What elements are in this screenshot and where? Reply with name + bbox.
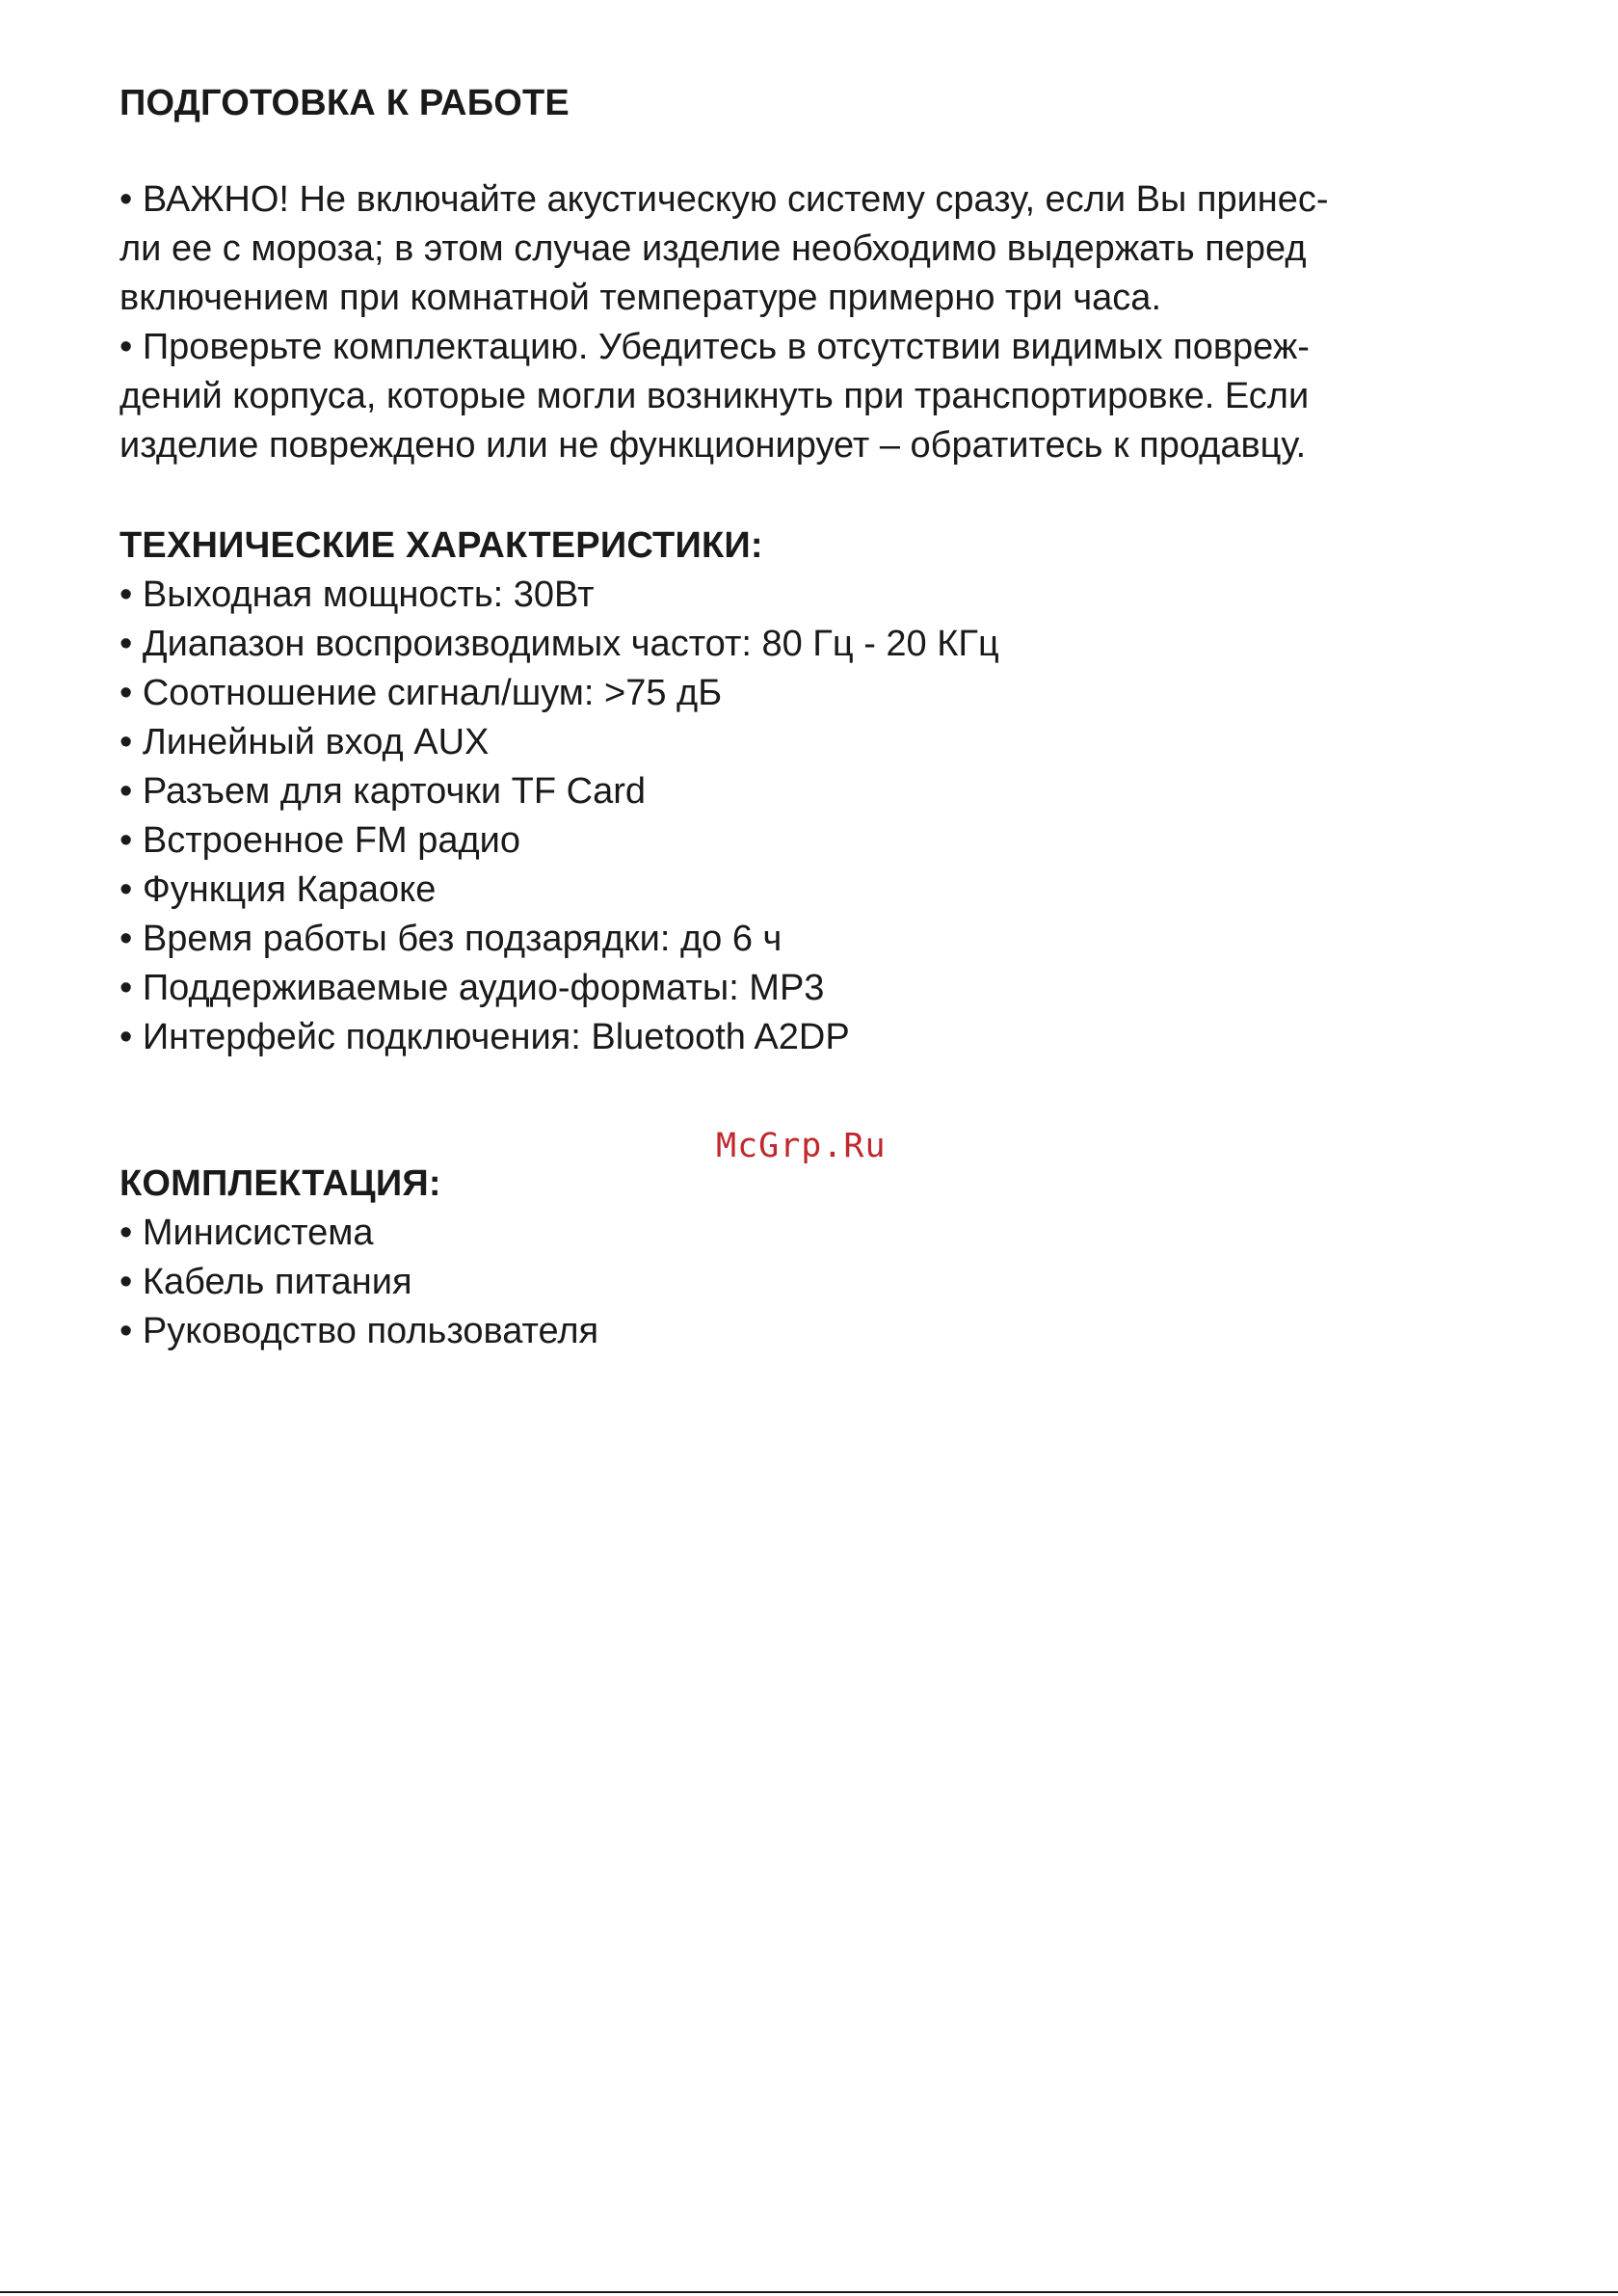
spec-item: • Интерфейс подключения: Bluetooth A2DP <box>119 1017 850 1057</box>
spec-item: • Функция Караоке <box>119 869 437 910</box>
preparation-heading: ПОДГОТОВКА К РАБОТЕ <box>119 83 570 123</box>
specs-heading: ТЕХНИЧЕСКИЕ ХАРАКТЕРИСТИКИ: <box>119 525 763 566</box>
specs-list <box>119 571 999 1062</box>
spec-item: • Поддерживаемые аудио-форматы: MP3 <box>119 968 825 1008</box>
package-list <box>119 1209 598 1356</box>
package-heading: КОМПЛЕКТАЦИЯ: <box>119 1163 441 1204</box>
preparation-line: изделие повреждено или не функционирует – обратитесь к продавцу. <box>119 425 1307 466</box>
preparation-line: • ВАЖНО! Не включайте акустическую систему сразу, если Вы принес- <box>119 179 1329 220</box>
spec-item: • Линейный вход AUX <box>119 722 490 762</box>
preparation-line: • Проверьте комплектацию. Убедитесь в отсутствии видимых повреж- <box>119 327 1310 367</box>
spec-item: • Диапазон воспроизводимых частот: 80 Гц - 20 КГц <box>119 624 999 664</box>
bottom-rule <box>0 2291 1618 2293</box>
package-item: • Руководство пользователя <box>119 1311 599 1351</box>
preparation-text <box>119 175 1329 470</box>
spec-item: • Выходная мощность: 30Вт <box>119 574 595 615</box>
spec-item: • Соотношение сигнал/шум: >75 дБ <box>119 673 723 713</box>
preparation-line: ли ее с мороза; в этом случае изделие необходимо выдержать перед <box>119 228 1307 269</box>
spec-item: • Время работы без подзарядки: до 6 ч <box>119 919 782 959</box>
preparation-line: включением при комнатной температуре примерно три часа. <box>119 278 1161 318</box>
spec-item: • Разъем для карточки TF Card <box>119 771 647 812</box>
package-item: • Кабель питания <box>119 1262 412 1302</box>
package-item: • Минисистема <box>119 1213 374 1253</box>
watermark: McGrp.Ru <box>716 1127 887 1165</box>
preparation-line: дений корпуса, которые могли возникнуть при транспортировке. Если <box>119 376 1310 416</box>
spec-item: • Встроенное FM радио <box>119 820 521 861</box>
